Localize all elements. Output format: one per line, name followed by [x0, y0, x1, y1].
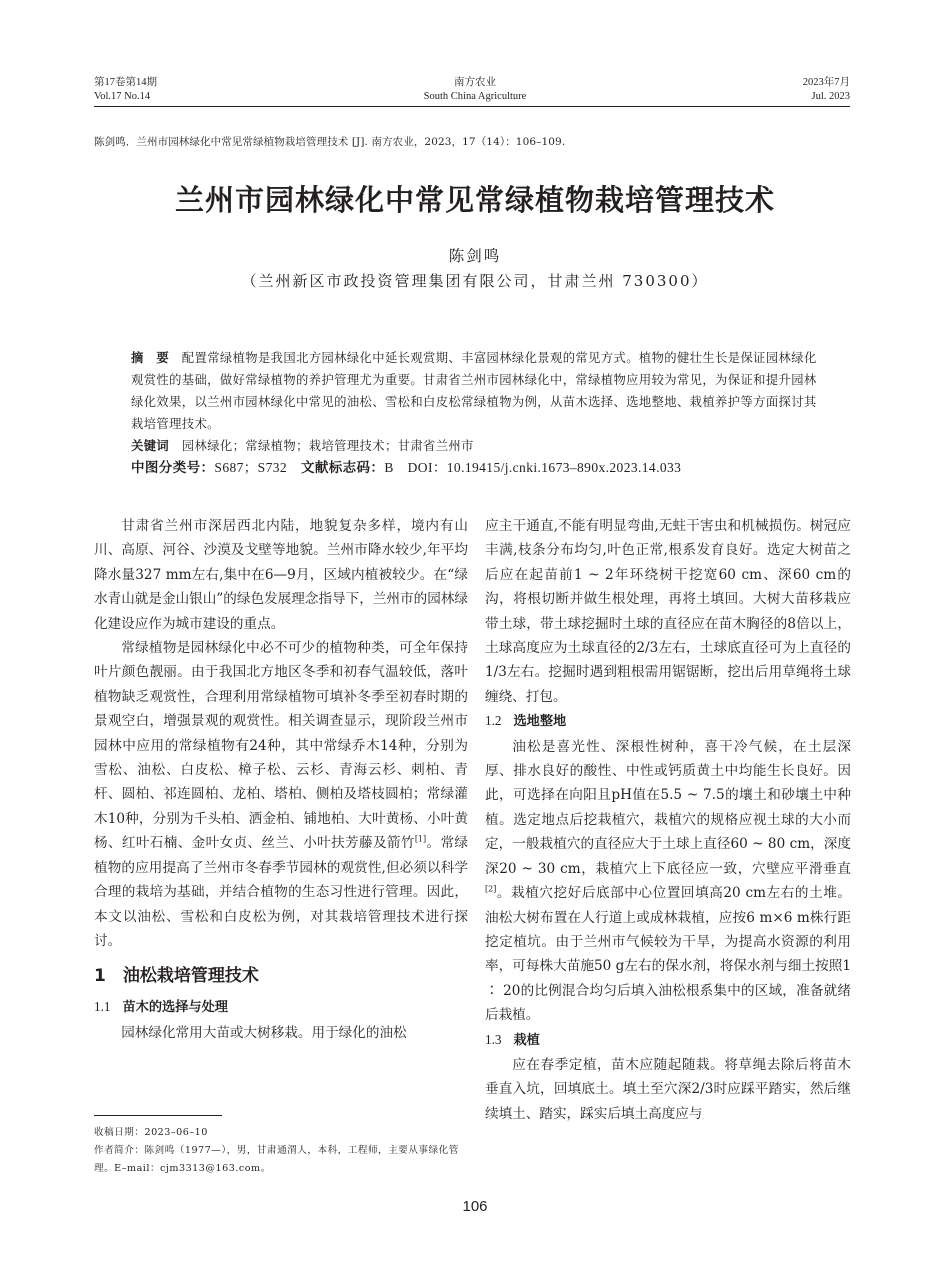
reference-2-link[interactable]: [2]	[485, 884, 497, 894]
subsection-1-2-title: 选地整地	[513, 714, 567, 730]
subsection-1-3-heading	[485, 1028, 851, 1053]
keywords-text: 园林绿化；常绿植物；栽培管理技术；甘肃省兰州市	[181, 439, 474, 453]
citation: 陈剑鸣．兰州市园林绿化中常见常绿植物栽培管理技术 [J]. 南方农业，2023，17（14）：106–109.	[94, 136, 566, 148]
left-column	[94, 514, 468, 1045]
reference-1-link[interactable]: [1]	[414, 834, 427, 844]
keywords-line	[131, 435, 821, 457]
subsection-1-3-title: 栽植	[513, 1032, 540, 1048]
right-paragraph-2	[485, 735, 851, 1028]
left-paragraph-2-part-b: 。常绿植物的应用提高了兰州市冬春季节园林的观赏性,但必须以科学合理的栽培为基础，并结合植物的生态习性进行管理。因此，本文以油松、雪松和白皮松为例，对其栽培管理技术进行探讨。	[94, 835, 469, 949]
header-rule	[94, 106, 850, 107]
footnote-block	[94, 1124, 466, 1178]
keywords-label: 关键词	[131, 439, 170, 453]
header-journal-cn: 南方农业	[454, 77, 496, 88]
right-paragraph-3: 应在春季定植，苗木应随起随栽。将草绳去除后将苗木垂直入坑，回填底土。填土至穴深2/3时应踩平踏实，然后继续填土、踏实，踩实后填土高度应与	[485, 1056, 851, 1122]
header-right	[803, 76, 850, 104]
author-affiliation: （兰州新区市政投资管理集团有限公司，甘肃兰州 730300）	[241, 272, 709, 290]
subsection-1-2-number: 1.2	[485, 713, 502, 729]
header-date-cn: 2023年7月	[802, 77, 850, 88]
header-volume-cn: 第17卷第14期	[94, 77, 157, 88]
footnote-rule	[94, 1115, 222, 1116]
subsection-1-3-number: 1.3	[485, 1031, 502, 1047]
left-paragraph-2-part-a: 常绿植物是园林绿化中必不可少的植物种类，可全年保持叶片颜色靓丽。由于我国北方地区冬季和初春气温较低，落叶植物缺乏观赏性，合理利用常绿植物可填补冬季至初春时期的景观空白，增强景观的观赏性。相关调查显示，现阶段兰州市园林中应用的常绿植物有24种，其中常绿乔木14种，分别为雪松、油松、白皮松、樟子松、云杉、青海云杉、刺柏、青杆、圆柏、祁连圆柏、龙柏、塔柏、侧柏及塔枝圆柏；常绿灌木10种，分别为千头柏、洒金柏、铺地柏、大叶黄杨、小叶黄杨、红叶石楠、金叶女贞、丝兰、小叶扶芳藤及箭竹	[94, 640, 468, 852]
right-paragraph-2-part-a: 油松是喜光性、深根性树种，喜干冷气候，在土层深厚、排水良好的酸性、中性或钙质黄土中均能生长良好。因此，可选择在向阳且pH值在5.5 ~ 7.5的壤土和砂壤土中种植。选定地点后挖栽植穴，栽植穴的规格应视土球的大小而定，一般栽植穴的直径应大于土球上直径60 ~ 80 cm，深度深20 ~ 30 cm，栽植穴上下底径应一致，穴壁应平滑垂直	[485, 738, 851, 877]
classification-line	[131, 457, 821, 479]
page-number: 106	[462, 1198, 488, 1215]
doccode-value: B	[384, 460, 394, 475]
header-date-en: Jul. 2023	[811, 91, 850, 102]
doccode-label: 文献标志码：	[300, 460, 385, 476]
right-column	[485, 514, 851, 1126]
subsection-1-2-heading	[485, 709, 851, 734]
clc-label: 中图分类号：	[131, 460, 215, 476]
doi-value: 10.19415/j.cnki.1673–890x.2023.14.033	[446, 460, 682, 475]
author-bio: 作者简介：陈剑鸣（1977—），男，甘肃通渭人，本科，工程师，主要从事绿化管理。E–mail：cjm3313@163.com。	[94, 1145, 459, 1174]
abstract-text: 配置常绿植物是我国北方园林绿化中延长观赏期、丰富园林绿化景观的常见方式。植物的健壮生长是保证园林绿化观赏性的基础，做好常绿植物的养护管理尤为重要。甘肃省兰州市园林绿化中，常绿植物应用较为常见，为保证和提升园林绿化效果，以兰州市园林绿化中常见的油松、雪松和白皮松常绿植物为例，从苗木选择、选地整地、栽植养护等方面探讨其栽培管理技术。	[131, 351, 817, 431]
section-1-heading	[94, 963, 468, 989]
right-paragraph-2-part-b: 。栽植穴挖好后底部中心位置回填高20 cm左右的土堆。油松大树布置在人行道上或成林栽植，应按6 m×6 m株行距挖定植坑。由于兰州市气候较为干旱，为提高水资源的利用率，可每株大苗施50 g左右的保水剂，将保水剂与细土按照1 ∶ 20的比例混合均匀后填入油松根系集中的区域，准备就绪后栽植。	[485, 885, 851, 1024]
section-1-number: 1	[94, 966, 106, 987]
left-paragraph-2	[94, 636, 468, 953]
subsection-1-1-title: 苗木的选择与处理	[122, 1000, 228, 1016]
header-journal-en: South China Agriculture	[423, 91, 527, 102]
header-volume-en: Vol.17 No.14	[94, 91, 151, 102]
subsection-1-1-heading	[94, 995, 468, 1020]
author-name: 陈剑鸣	[448, 247, 502, 265]
left-paragraph-3: 园林绿化常用大苗或大树移栽。用于绿化的油松	[121, 1024, 407, 1041]
right-paragraph-1: 应主干通直,不能有明显弯曲,无蛀干害虫和机械损伤。树冠应丰满,枝条分布均匀,叶色正常,根系发育良好。选定大树苗之后应在起苗前1 ~ 2年环绕树干挖宽60 cm、深60 cm的沟，将根切断并做生根处理，再将土填回。大树大苗移栽应带土球，带土球挖掘时土球的直径应在苗木胸径的8倍以上，土球高度应为土球直径的2/3左右，土球底直径可为上直径的1/3左右。挖掘时遇到粗根需用锯锯断，挖出后用草绳将土球缠绕、打包。	[485, 518, 851, 705]
section-1-title: 油松栽培管理技术	[122, 966, 259, 987]
doi-label: DOI：	[407, 460, 447, 475]
article-title: 兰州市园林绿化中常见常绿植物栽培管理技术	[174, 183, 775, 217]
abstract-block	[131, 347, 821, 479]
subsection-1-1-number: 1.1	[94, 999, 111, 1015]
received-date: 收稿日期：2023–06–10	[94, 1127, 208, 1138]
abstract-paragraph	[131, 347, 821, 435]
left-paragraph-1: 甘肃省兰州市深居西北内陆，地貌复杂多样，境内有山川、高原、河谷、沙漠及戈壁等地貌。兰州市降水较少,年平均降水量327 mm左右,集中在6—9月，区域内植被较少。在“绿水青山就是金山银山”的绿色发展理念指导下，兰州市的园林绿化建设应作为城市建设的重点。	[94, 518, 468, 632]
clc-value: S687；S732	[214, 460, 288, 475]
abstract-label: 摘 要	[131, 351, 170, 365]
